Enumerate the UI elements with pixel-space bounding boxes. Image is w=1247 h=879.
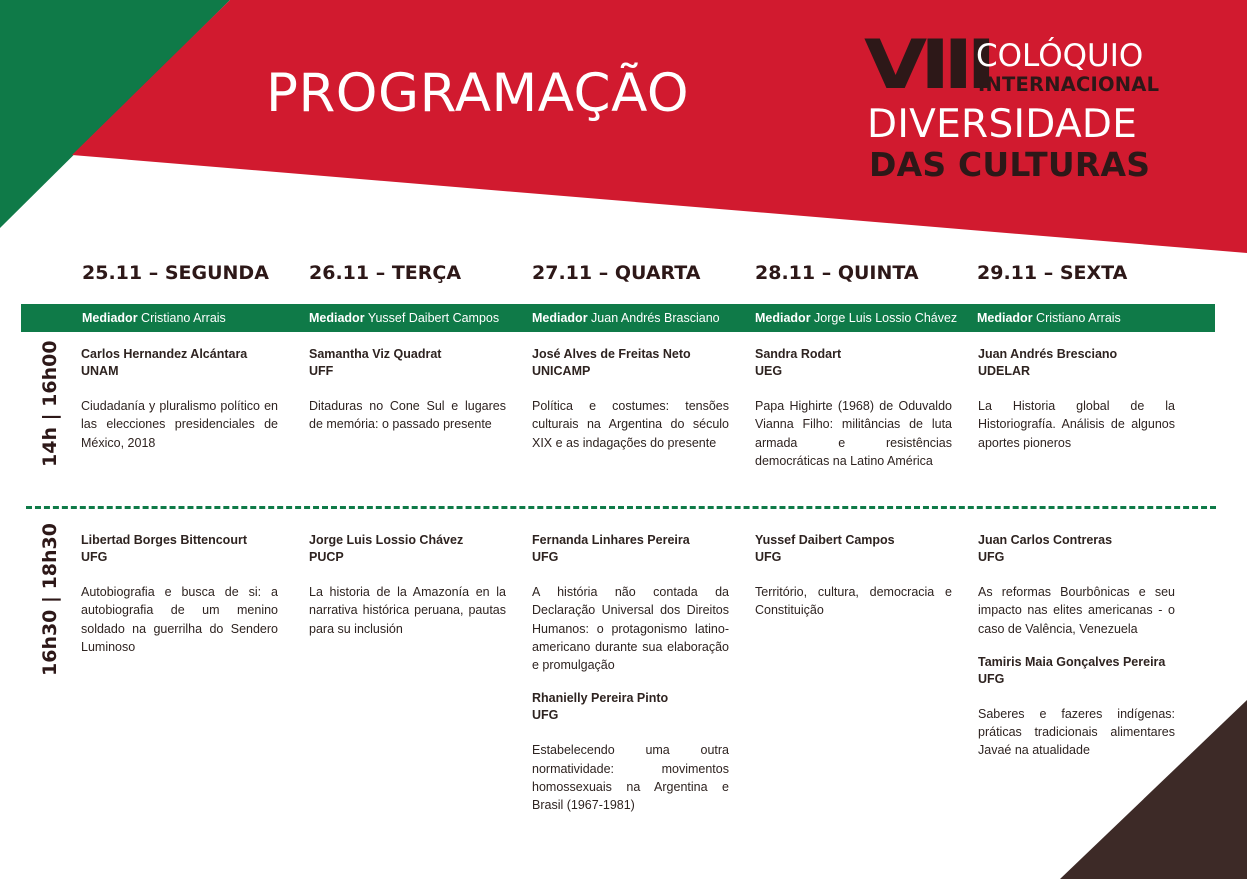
mediator-label: Mediador [82, 311, 138, 325]
day-header-quinta: 28.11 – QUINTA [755, 262, 919, 284]
talk [755, 532, 952, 620]
talk-title: Política e costumes: tensões culturais na Argentina do século XIX e as indagações do presente [532, 399, 729, 450]
day-header-terca: 26.11 – TERÇA [309, 262, 462, 284]
event-logo [864, 26, 1164, 188]
speaker-name: Libertad Borges Bittencourt [81, 533, 247, 547]
session-quinta-slot2 [755, 532, 952, 636]
institution: UNAM [81, 364, 119, 378]
mediator-terca [309, 311, 499, 326]
speaker-name: José Alves de Freitas Neto [532, 347, 691, 361]
institution: PUCP [309, 550, 344, 564]
mediator-name: Jorge Luis Lossio Chávez [814, 311, 958, 325]
talk [978, 654, 1175, 760]
time-slot-evening: 16h30 | 18h30 [39, 523, 61, 676]
mediator-sexta [977, 311, 1121, 326]
talk [978, 346, 1175, 452]
mediator-quarta [532, 311, 720, 326]
session-segunda-slot2 [81, 532, 278, 672]
session-terca-slot1 [309, 346, 506, 450]
speaker-name: Fernanda Linhares Pereira [532, 533, 690, 547]
speaker-name: Juan Carlos Contreras [978, 533, 1113, 547]
mediator-name: Juan Andrés Brasciano [591, 311, 720, 325]
talk-title: La Historia global de la Historiografía. Análisis de algunos aportes pioneros [978, 399, 1175, 450]
day-header-quarta: 27.11 – QUARTA [532, 262, 701, 284]
logo-internacional: INTERNACIONAL [978, 73, 1160, 96]
mediator-name: Cristiano Arrais [1036, 311, 1121, 325]
institution: UNICAMP [532, 364, 591, 378]
institution: UFG [755, 550, 782, 564]
talk-title: Papa Highirte (1968) de Oduvaldo Vianna Filho: militâncias de luta armada e resistências democráticas na Latino América [755, 399, 952, 468]
talk [309, 532, 506, 638]
talk-title: A história não contada da Declaração Universal dos Direitos Humanos: o protagonismo latino-americano durante sua elaboração e promulgação [532, 585, 729, 673]
logo-coloquio: COLÓQUIO [976, 38, 1144, 74]
session-quarta-slot1 [532, 346, 729, 468]
talk [755, 346, 952, 470]
talk [532, 346, 729, 452]
talk-title: Estabelecendo uma outra normatividade: movimentos homossexuais na Argentina e Brasil (1967-1981) [532, 743, 729, 813]
speaker-name: Rhanielly Pereira Pinto [532, 691, 669, 706]
talk [978, 532, 1175, 638]
talk-title: La historia de la Amazonía en la narrativa histórica peruana, pautas para su inclusión [309, 585, 506, 636]
talk [532, 690, 729, 814]
day-header-segunda: 25.11 – SEGUNDA [82, 262, 269, 284]
speaker-name: Jorge Luis Lossio Chávez [309, 533, 464, 547]
slot-divider [26, 506, 1216, 509]
talk [81, 532, 278, 656]
mediator-name: Cristiano Arrais [141, 311, 226, 325]
talk-title: Autobiografia e busca de si: a autobiografia de um menino soldado na guerrilha do Sendero Luminoso [81, 585, 278, 654]
time-slot-afternoon: 14h | 16h00 [39, 340, 61, 467]
talk-title: Território, cultura, democracia e Constituição [755, 585, 952, 618]
mediator-label: Mediador [755, 311, 811, 325]
day-header-sexta: 29.11 – SEXTA [977, 262, 1128, 284]
talk [81, 346, 278, 452]
institution: UFG [532, 708, 559, 723]
talk-title: Ciudadanía y pluralismo político en las elecciones presidenciales de México, 2018 [81, 399, 278, 450]
session-sexta-slot1 [978, 346, 1175, 468]
institution: UFG [81, 550, 108, 564]
talk [309, 346, 506, 434]
session-quarta-slot2 [532, 532, 729, 831]
institution: UEG [755, 364, 783, 378]
mediator-quinta [755, 311, 957, 326]
session-segunda-slot1 [81, 346, 278, 468]
mediator-label: Mediador [532, 311, 588, 325]
speaker-name: Yussef Daibert Campos [755, 533, 895, 547]
institution: UFG [978, 671, 1005, 686]
speaker-name: Sandra Rodart [755, 347, 842, 361]
speaker-name: Tamiris Maia Gonçalves Pereira [978, 654, 1166, 669]
institution: UDELAR [978, 364, 1031, 378]
talk-title: Ditaduras no Cone Sul e lugares de memória: o passado presente [309, 399, 506, 432]
institution: UFG [532, 550, 559, 564]
institution: UFF [309, 364, 334, 378]
speaker-name: Juan Andrés Bresciano [978, 347, 1118, 361]
logo-diversidade: DIVERSIDADE [867, 102, 1138, 147]
speaker-name: Samantha Viz Quadrat [309, 347, 442, 361]
mediator-label: Mediador [309, 311, 365, 325]
talk-title: Saberes e fazeres indígenas: práticas tradicionais alimentares Javaé na atualidade [978, 706, 1175, 758]
institution: UFG [978, 550, 1005, 564]
talk-title: As reformas Bourbônicas e seu impacto nas elites americanas - o caso de Valência, Venezuela [978, 585, 1175, 636]
page-title: PROGRAMAÇÃO [266, 63, 690, 124]
speaker-name: Carlos Hernandez Alcántara [81, 347, 248, 361]
session-terca-slot2 [309, 532, 506, 654]
mediator-label: Mediador [977, 311, 1033, 325]
session-quinta-slot1 [755, 346, 952, 486]
logo-das-culturas: DAS CULTURAS [869, 145, 1151, 184]
mediator-name: Yussef Daibert Campos [367, 311, 500, 325]
session-sexta-slot2 [978, 532, 1175, 776]
mediator-bar [21, 304, 1215, 332]
logo-edition: VIII [864, 26, 990, 105]
mediator-segunda [82, 311, 226, 326]
talk [532, 532, 729, 674]
